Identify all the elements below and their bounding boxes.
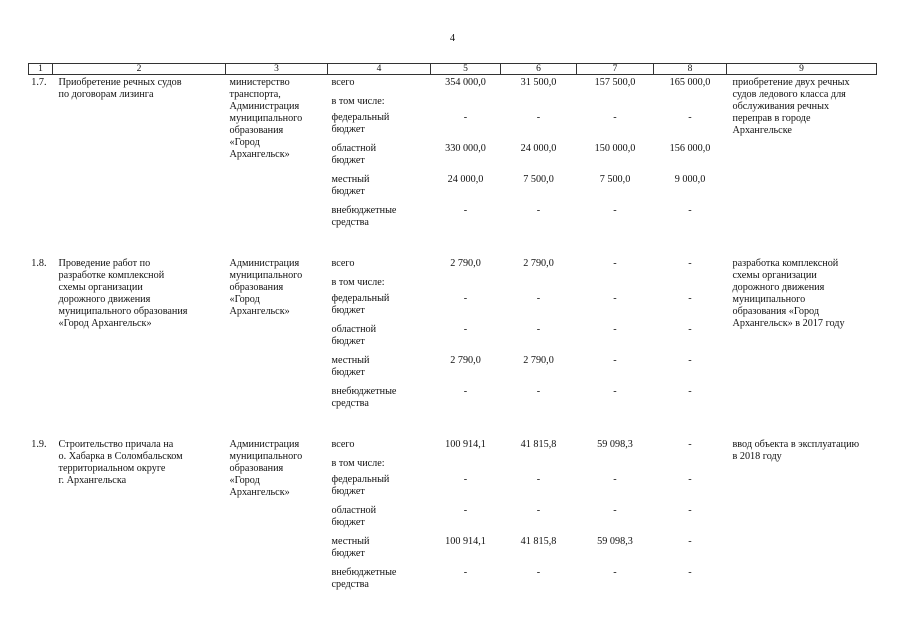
funding-source-label — [332, 258, 431, 277]
expected-result-line: в 2018 году — [732, 451, 782, 462]
funding-source-line: бюджет — [331, 486, 365, 497]
funding-amount-column-5 — [431, 75, 501, 237]
funding-source-label — [332, 112, 431, 143]
funding-source-line: всего — [331, 439, 355, 450]
page-number: 4 — [449, 33, 456, 44]
table-row — [29, 437, 877, 598]
funding-amount: - — [688, 258, 692, 269]
funding-source-line: федеральный — [331, 112, 390, 123]
funding-source-line: средства — [331, 398, 369, 409]
funding-source-label — [332, 293, 431, 324]
funding-source-line: в том числе: — [331, 458, 385, 469]
funding-amount: 9 000,0 — [674, 174, 706, 185]
table-body — [29, 75, 877, 599]
expected-result-line: Архангельске — [732, 125, 792, 136]
funding-amount: - — [536, 293, 541, 304]
table-row — [29, 75, 877, 237]
funding-source-line: областной — [331, 324, 377, 335]
funding-source-line: бюджет — [331, 367, 365, 378]
funding-amount: - — [463, 505, 468, 516]
funding-source-line: всего — [331, 77, 355, 88]
funding-amount — [501, 458, 577, 474]
funding-amount: - — [613, 355, 617, 366]
funding-amount: 7 500,0 — [599, 174, 631, 185]
item-name-line: дорожного движения — [58, 294, 151, 305]
expected-result — [727, 75, 877, 237]
funding-amount — [577, 96, 654, 112]
funding-amount — [577, 277, 654, 293]
funding-source-line: бюджет — [331, 305, 365, 316]
item-number: 1.8. — [31, 258, 47, 269]
column-number-header — [29, 64, 877, 75]
funding-amount — [501, 96, 577, 112]
funding-amount: - — [536, 505, 541, 516]
item-executor-line: муниципального — [229, 113, 303, 124]
funding-source-line: бюджет — [331, 155, 365, 166]
item-executor-line: Архангельск» — [229, 149, 290, 160]
expected-result-line: дорожного движения — [732, 282, 825, 293]
funding-source-line: местный — [331, 174, 370, 185]
funding-source-line: бюджет — [331, 548, 365, 559]
item-executor — [226, 437, 328, 598]
funding-source-label — [332, 536, 431, 567]
column-header-5: 5 — [431, 64, 501, 75]
column-header-6: 6 — [501, 64, 577, 75]
funding-amount-column-8 — [654, 75, 727, 237]
column-header-4: 4 — [328, 64, 431, 75]
item-name-line: «Город Архангельск» — [58, 318, 152, 329]
funding-amount: - — [463, 293, 468, 304]
funding-source-label — [332, 386, 431, 417]
funding-amount: 2 790,0 — [523, 258, 554, 269]
funding-amount: - — [688, 355, 692, 366]
funding-source-label — [332, 439, 431, 458]
row-spacer-cell — [29, 417, 877, 437]
funding-source-label — [332, 474, 431, 505]
funding-amount: - — [688, 567, 692, 578]
row-spacer-cell — [29, 236, 877, 256]
funding-source-line: бюджет — [331, 124, 365, 135]
funding-amount-column-8 — [654, 437, 727, 598]
funding-amount: - — [688, 324, 692, 335]
funding-source-label — [332, 324, 431, 355]
expected-result-line: образования «Город — [732, 306, 820, 317]
funding-amount: - — [688, 386, 692, 397]
funding-amount: - — [463, 386, 468, 397]
funding-amount: 24 000,0 — [520, 143, 557, 154]
item-name — [53, 437, 226, 598]
funding-amount: - — [688, 112, 692, 123]
funding-source-line: местный — [331, 355, 370, 366]
funding-amount-column-6 — [501, 75, 577, 237]
funding-amount: - — [613, 324, 617, 335]
funding-amount-column-8 — [654, 256, 727, 417]
funding-amount-column-7 — [577, 256, 654, 417]
expected-result-line: схемы организации — [732, 270, 817, 281]
funding-amount: - — [613, 386, 617, 397]
funding-source-line: в том числе: — [331, 96, 385, 107]
funding-amount — [431, 458, 501, 474]
funding-amount: - — [463, 474, 468, 485]
funding-amount-column-6 — [501, 437, 577, 598]
column-header-8: 8 — [654, 64, 727, 75]
funding-amount: - — [536, 474, 541, 485]
funding-source-line: всего — [331, 258, 355, 269]
funding-amount: 2 790,0 — [450, 258, 481, 269]
funding-source-line: внебюджетные — [331, 386, 397, 397]
funding-amount: 59 098,3 — [597, 536, 633, 547]
funding-source-line: в том числе: — [331, 277, 385, 288]
funding-source-label — [332, 143, 431, 174]
funding-amount: 165 000,0 — [669, 77, 711, 88]
funding-amount — [501, 277, 577, 293]
funding-amount: - — [536, 567, 541, 578]
funding-source-line: средства — [331, 217, 369, 228]
item-executor-line: образования — [229, 125, 284, 136]
expected-result-line: ввод объекта в эксплуатацию — [732, 439, 860, 450]
funding-source-label — [332, 277, 431, 293]
funding-source-label — [332, 205, 431, 236]
funding-amount-column-6 — [501, 256, 577, 417]
item-executor — [226, 75, 328, 237]
expected-result-line: Архангельск» в 2017 году — [732, 318, 845, 329]
expected-result-line: приобретение двух речных — [732, 77, 850, 88]
item-executor-line: Администрация — [229, 258, 300, 269]
funding-sources — [328, 75, 431, 237]
item-executor-line: «Город — [229, 137, 260, 148]
expected-result — [727, 256, 877, 417]
funding-source-label — [332, 458, 431, 474]
funding-amount: 157 500,0 — [594, 77, 636, 88]
item-name-line: по договорам лизинга — [58, 89, 154, 100]
funding-amount — [654, 458, 727, 474]
funding-amount: - — [463, 205, 468, 216]
row-spacer — [29, 236, 877, 256]
funding-source-line: областной — [331, 505, 377, 516]
funding-amount: - — [613, 205, 617, 216]
funding-amount — [431, 96, 501, 112]
funding-amount: - — [688, 536, 692, 547]
item-executor-line: министерство — [229, 77, 290, 88]
expected-result-line: судов ледового класса для — [732, 89, 846, 100]
item-name-line: Проведение работ по — [58, 258, 151, 269]
funding-sources — [328, 256, 431, 417]
funding-source-label — [332, 96, 431, 112]
column-header-9: 9 — [727, 64, 877, 75]
funding-amount: 156 000,0 — [669, 143, 711, 154]
funding-amount: - — [613, 505, 617, 516]
item-executor-line: Администрация — [229, 101, 300, 112]
item-name-line: о. Хабарка в Соломбальском — [58, 451, 183, 462]
funding-source-line: бюджет — [331, 517, 365, 528]
funding-source-label — [332, 567, 431, 598]
item-executor-line: муниципального — [229, 451, 303, 462]
funding-amount — [654, 277, 727, 293]
funding-source-label — [332, 505, 431, 536]
funding-amount: - — [613, 567, 617, 578]
item-executor — [226, 256, 328, 417]
funding-source-line: внебюджетные — [331, 567, 397, 578]
funding-amount: - — [613, 112, 617, 123]
program-table — [28, 63, 877, 598]
funding-source-line: федеральный — [331, 474, 390, 485]
funding-amount: 31 500,0 — [520, 77, 557, 88]
funding-amount: - — [613, 258, 617, 269]
item-name — [53, 75, 226, 237]
item-number: 1.9. — [31, 439, 47, 450]
item-number: 1.7. — [31, 77, 47, 88]
column-header-1: 1 — [29, 64, 53, 75]
expected-result-line: разработка комплексной — [732, 258, 839, 269]
expected-result — [727, 437, 877, 598]
column-header-7: 7 — [577, 64, 654, 75]
funding-amount: - — [463, 112, 468, 123]
item-name-line: территориальном округе — [58, 463, 166, 474]
funding-amount: 150 000,0 — [594, 143, 636, 154]
funding-amount: 100 914,1 — [445, 536, 486, 547]
funding-amount-column-5 — [431, 256, 501, 417]
funding-source-line: бюджет — [331, 186, 365, 197]
funding-source-label — [332, 174, 431, 205]
item-executor-line: «Город — [229, 294, 260, 305]
funding-amount-column-7 — [577, 437, 654, 598]
expected-result-line: муниципального — [732, 294, 806, 305]
funding-amount: 330 000,0 — [445, 143, 486, 154]
funding-source-line: внебюджетные — [331, 205, 397, 216]
item-name-line: Приобретение речных судов — [58, 77, 182, 88]
funding-source-label — [332, 77, 431, 96]
funding-amount: - — [463, 567, 468, 578]
item-executor-line: «Город — [229, 475, 260, 486]
item-executor-line: Архангельск» — [229, 306, 290, 317]
column-header-3: 3 — [226, 64, 328, 75]
funding-amount: 41 815,8 — [520, 439, 557, 450]
funding-source-line: средства — [331, 579, 369, 590]
funding-amount: 2 790,0 — [523, 355, 554, 366]
row-spacer — [29, 417, 877, 437]
funding-amount: - — [688, 293, 692, 304]
funding-amount: 2 790,0 — [450, 355, 481, 366]
item-name-line: Строительство причала на — [58, 439, 174, 450]
item-name — [53, 256, 226, 417]
funding-amount-column-7 — [577, 75, 654, 237]
funding-amount: 24 000,0 — [447, 174, 484, 185]
item-executor-line: муниципального — [229, 270, 303, 281]
column-header-2: 2 — [53, 64, 226, 75]
funding-amount-column-5 — [431, 437, 501, 598]
funding-source-label — [332, 355, 431, 386]
item-name-line: г. Архангельска — [58, 475, 127, 486]
funding-amount: 100 914,1 — [445, 439, 486, 450]
expected-result-line: переправ в городе — [732, 113, 811, 124]
expected-result-line: обслуживания речных — [732, 101, 830, 112]
item-name-line: разработке комплексной — [58, 270, 165, 281]
funding-amount: - — [536, 205, 541, 216]
item-name-line: муниципального образования — [58, 306, 188, 317]
funding-amount — [431, 277, 501, 293]
funding-amount — [654, 96, 727, 112]
item-executor-line: Архангельск» — [229, 487, 290, 498]
item-executor-line: транспорта, — [229, 89, 281, 100]
item-executor-line: образования — [229, 282, 284, 293]
funding-source-line: федеральный — [331, 293, 390, 304]
item-executor-line: Администрация — [229, 439, 300, 450]
funding-source-line: областной — [331, 143, 377, 154]
funding-amount: 41 815,8 — [520, 536, 557, 547]
funding-amount: - — [536, 386, 541, 397]
funding-amount: - — [536, 112, 541, 123]
item-name-line: схемы организации — [58, 282, 143, 293]
funding-source-line: бюджет — [331, 336, 365, 347]
funding-source-line: местный — [331, 536, 370, 547]
funding-amount: - — [688, 474, 692, 485]
funding-amount: - — [688, 439, 692, 450]
table-row — [29, 256, 877, 417]
funding-amount: 59 098,3 — [597, 439, 633, 450]
funding-amount: - — [688, 505, 692, 516]
item-executor-line: образования — [229, 463, 284, 474]
funding-amount — [577, 458, 654, 474]
funding-amount: - — [613, 474, 617, 485]
funding-sources — [328, 437, 431, 598]
funding-amount: 354 000,0 — [445, 77, 486, 88]
funding-amount: - — [688, 205, 692, 216]
funding-amount: - — [463, 324, 468, 335]
funding-amount: 7 500,0 — [523, 174, 554, 185]
funding-amount: - — [536, 324, 541, 335]
funding-amount: - — [613, 293, 617, 304]
